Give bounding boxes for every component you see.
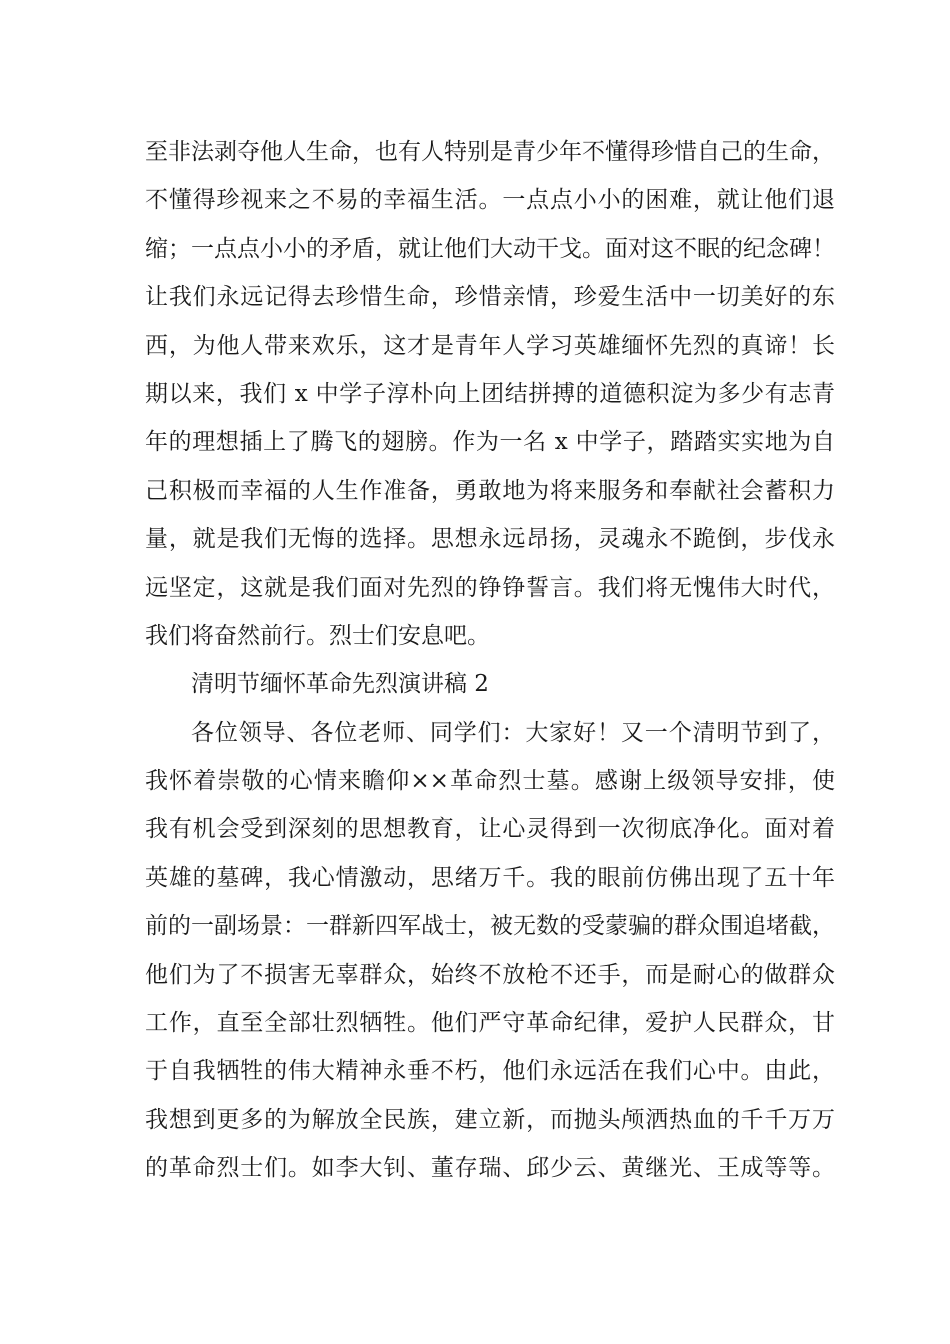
text-line: 前的一副场景：一群新四军战士，被无数的受蒙骗的群众围追堵截， xyxy=(145,913,835,940)
text-line: 期以来，我们 x 中学子淳朴向上团结拼搏的道德积淀为多少有志青 xyxy=(145,380,835,407)
text-line: 我们将奋然前行。烈士们安息吧。 xyxy=(145,622,490,649)
text-line: 的革命烈士们。如李大钊、董存瑞、邱少云、黄继光、王成等等。 xyxy=(145,1155,835,1182)
text-line: 己积极而幸福的人生作准备，勇敢地为将来服务和奉献社会蓄积力 xyxy=(145,477,835,504)
text-line: 我有机会受到深刻的思想教育，让心灵得到一次彻底净化。面对着 xyxy=(145,816,835,843)
text-line: 他们为了不损害无辜群众，始终不放枪不还手，而是耐心的做群众 xyxy=(145,961,835,988)
text-line: 至非法剥夺他人生命，也有人特别是青少年不懂得珍惜自己的生命， xyxy=(145,139,835,165)
text-line: 西，为他人带来欢乐，这才是青年人学习英雄缅怀先烈的真谛！长 xyxy=(145,332,835,359)
section-title: 清明节缅怀革命先烈演讲稿 2 xyxy=(191,671,489,698)
text-line: 量，就是我们无悔的选择。思想永远昂扬，灵魂永不跪倒，步伐永 xyxy=(145,526,835,553)
text-line: 工作，直至全部壮烈牺牲。他们严守革命纪律，爱护人民群众，甘 xyxy=(145,1010,835,1037)
text-line: 我想到更多的为解放全民族，建立新，而抛头颅洒热血的千千万万 xyxy=(145,1106,835,1133)
text-line: 缩；一点点小小的矛盾，就让他们大动干戈。面对这不眠的纪念碑！ xyxy=(145,235,835,262)
text-line: 远坚定，这就是我们面对先烈的铮铮誓言。我们将无愧伟大时代， xyxy=(145,574,835,601)
document-body xyxy=(145,128,835,1193)
paragraph-1 xyxy=(145,128,835,660)
text-line: 不懂得珍视来之不易的幸福生活。一点点小小的困难，就让他们退 xyxy=(145,187,835,214)
text-line: 英雄的墓碑，我心情激动，思绪万千。我的眼前仿佛出现了五十年 xyxy=(145,864,835,891)
paragraph-2 xyxy=(145,709,835,1193)
text-line: 年的理想插上了腾飞的翅膀。作为一名 x 中学子，踏踏实实地为自 xyxy=(145,429,835,456)
text-line: 让我们永远记得去珍惜生命，珍惜亲情，珍爱生活中一切美好的东 xyxy=(145,284,835,311)
text-line: 我怀着崇敬的心情来瞻仰××革命烈士墓。感谢上级领导安排，使 xyxy=(145,768,835,795)
text-line: 各位领导、各位老师、同学们：大家好！又一个清明节到了， xyxy=(191,719,835,746)
text-line: 于自我牺牲的伟大精神永垂不朽，他们永远活在我们心中。由此， xyxy=(145,1058,835,1085)
